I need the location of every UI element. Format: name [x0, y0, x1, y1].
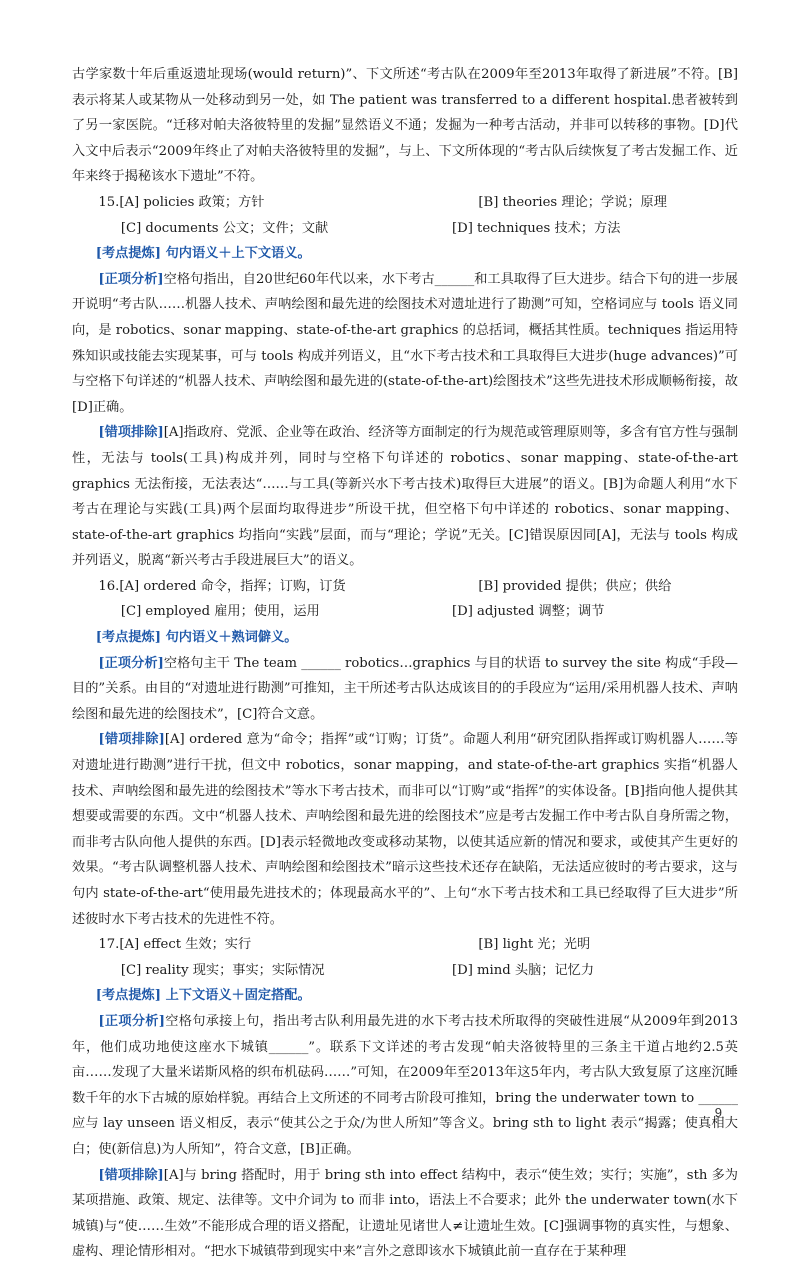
paragraph-continuation: 古学家数十年后重返遗址现场(would return)”、下文所述“考古队在2009年至2013年取得了新进展”不符。[B]表示将某人或某物从一处移动到另一处，如 The patient was transferred to a different hospital.患者被转到了另一家医院。“迁移对帕夫洛彼特里的发掘”显然语义不通；发掘为一种考古活动，并非可以转移的事物。[D]代入文中后表示“2009年终止了对帕夫洛彼特里的发掘”，与上、下文所体现的“考古队后续恢复了考古发掘工作、近年来终于揭秘该水下遗址”不符。 — [72, 67, 738, 185]
q15-wrong-tag: [错项排除] — [98, 425, 164, 441]
q16-option-c: [C] employed 雇用；使用，运用 — [120, 604, 320, 620]
q15-option-c: [C] documents 公文；文件；文献 — [120, 220, 329, 236]
q17-option-a: 17.[A] effect 生效；实行 — [98, 937, 252, 953]
page-number: 9 — [714, 1105, 722, 1120]
q17-wrong-text: [A]与 bring 搭配时，用于 bring sth into effect 结构中，表示“使生效；实行；实施”，sth 多为某项措施、政策、规定、法律等。文中介词为 to 而非 into，语法上不合要求；此外 the underwater town(水下城镇)与“使……生效”不能形成合理的语义搭配，让遗址见诸世人≠让遗址生效。[C]强调事物的真实性，与想象、虚构、理论情形相对。“把水下城镇带到现实中来”言外之意即该水下城镇此前一直存在于某种理 — [72, 1167, 738, 1260]
q16-wrong-tag: [错项排除] — [98, 732, 165, 748]
q17-wrong-analysis — [72, 1163, 738, 1265]
q17-correct-tag: [正项分析] — [98, 1013, 166, 1029]
q15-wrong-analysis — [72, 420, 738, 574]
q17-options-row-2 — [72, 958, 738, 984]
q16-correct-tag: [正项分析] — [98, 655, 164, 671]
q15-options-row-1 — [72, 190, 738, 216]
q15-key-point: [考点提炼] 句内语义＋上下文语义。 — [95, 246, 311, 262]
q16-option-d: [D] adjusted 调整；调节 — [452, 604, 605, 620]
q16-wrong-text: [A] ordered 意为“命令；指挥”或“订购；订货”。命题人利用“研究团队指挥或订购机器人……等对遗址进行勘测”进行干扰，但文中 robotics，sonar mapping，and state-of-the-art graphics 实指“机器人技术、声呐绘图和最先进的绘图技术”等水下考古技术，而非可以“订购”或“指挥”的实体设备。[B]指向他人提供其想要或需要的东西。文中“机器人技术、声呐绘图和最先进的绘图技术”应是考古发掘工作中考古队自身所需之物，而非考古队向他人提供的东西。[D]表示轻微地改变或移动某物，以使其适应新的情况和要求，或使其产生更好的效果。“考古队调整机器人技术、声呐绘图和绘图技术”暗示这些技术还存在缺陷，无法适应彼时的考古要求，这与句内 state-of-the-art“使用最先进技术的；体现最高水平的”、上句“水下考古技术和工具已经取得了巨大进步”所述彼时水下考古技术的先进性不符。 — [72, 732, 738, 927]
q16-wrong-analysis — [72, 727, 738, 932]
q15-option-a: 15.[A] policies 政策；方针 — [98, 194, 265, 210]
q17-wrong-tag: [错项排除] — [98, 1167, 164, 1183]
page-body — [72, 62, 738, 1265]
q17-correct-analysis — [72, 1009, 738, 1163]
q16-options-row-1 — [72, 574, 738, 600]
q15-options-row-2 — [72, 216, 738, 242]
q17-option-b: [B] light 光；光明 — [478, 937, 591, 953]
q17-options-row-1 — [72, 932, 738, 958]
q16-correct-text: 空格句主干 The team ______ robotics…graphics 与目的状语 to survey the site 构成“手段—目的”关系。由目的“对遗址进行勘测”可推知，主干所述考古队达成该目的的手段应为“运用/采用机器人技术、声呐绘图和最先进的绘图技术”，[C]符合文意。 — [72, 655, 738, 722]
q15-option-d: [D] techniques 技术；方法 — [452, 220, 621, 236]
q16-correct-analysis — [72, 651, 738, 728]
q17-option-d: [D] mind 头脑；记忆力 — [452, 962, 595, 978]
q16-options-row-2 — [72, 599, 738, 625]
q15-correct-text: 空格句指出，自20世纪60年代以来，水下考古______和工具取得了巨大进步。结合下句的进一步展开说明“考古队……机器人技术、声呐绘图和最先进的绘图技术对遗址进行了勘测”可知，空格词应与 tools 语义同向，是 robotics、sonar mapping、state-of-the-art graphics 的总括词，概括其性质。techniques 指运用特殊知识或技能去实现某事，可与 tools 构成并列语义，且“水下考古技术和工具取得巨大进步(huge advances)”可与空格下句详述的“机器人技术、声呐绘图和最先进的(state-of-the-art)绘图技术”这些先进技术形成顺畅衔接，故[D]正确。 — [72, 271, 738, 415]
q15-correct-analysis — [72, 267, 738, 421]
q17-option-c: [C] reality 现实；事实；实际情况 — [120, 962, 325, 978]
q15-option-b: [B] theories 理论；学说；原理 — [478, 194, 667, 210]
q15-correct-tag: [正项分析] — [98, 271, 164, 287]
q17-correct-text: 空格句承接上句，指出考古队利用最先进的水下考古技术所取得的突破性进展“从2009年到2013年，他们成功地使这座水下城镇______”。联系下文详述的考古发现“帕夫洛彼特里的三条主干道占地约2.5英亩……发现了大量米诺斯风格的织布机砝码……”可知，在2009年至2013年这5年内，考古队大致复原了这座沉睡数千年的水下古城的原始样貌。再结合上文所述的不同考古阶段可推知，bring the underwater town to ______应与 lay unseen 语义相反，表示“使其公之于众/为世人所知”等含义。bring sth to light 表示“揭露；使真相大白；使(新信息)为人所知”，符合文意，[B]正确。 — [72, 1013, 738, 1157]
q16-key-point: [考点提炼] 句内语义＋熟词僻义。 — [95, 630, 298, 646]
q17-key-point: [考点提炼] 上下文语义＋固定搭配。 — [95, 988, 311, 1004]
q16-option-b: [B] provided 提供；供应；供给 — [478, 578, 672, 594]
q16-option-a: 16.[A] ordered 命令，指挥；订购，订货 — [98, 578, 346, 594]
q15-wrong-text: [A]指政府、党派、企业等在政治、经济等方面制定的行为规范或管理原则等，多含有官方性与强制性，无法与 tools(工具)构成并列，同时与空格下句详述的 robotics、sonar mapping、state-of-the-art graphics 无法衔接，无法表达“……与工具(等新兴水下考古技术)取得巨大进展”的语义。[B]为命题人利用“水下考古在理论与实践(工具)两个层面均取得进步”所设干扰，但空格下句中详述的 robotics、sonar mapping、state-of-the-art graphics 均指向“实践”层面，而与“理论；学说”无关。[C]错误原因同[A]，无法与 tools 构成并列语义，脱离“新兴考古手段进展巨大”的语义。 — [72, 425, 739, 569]
